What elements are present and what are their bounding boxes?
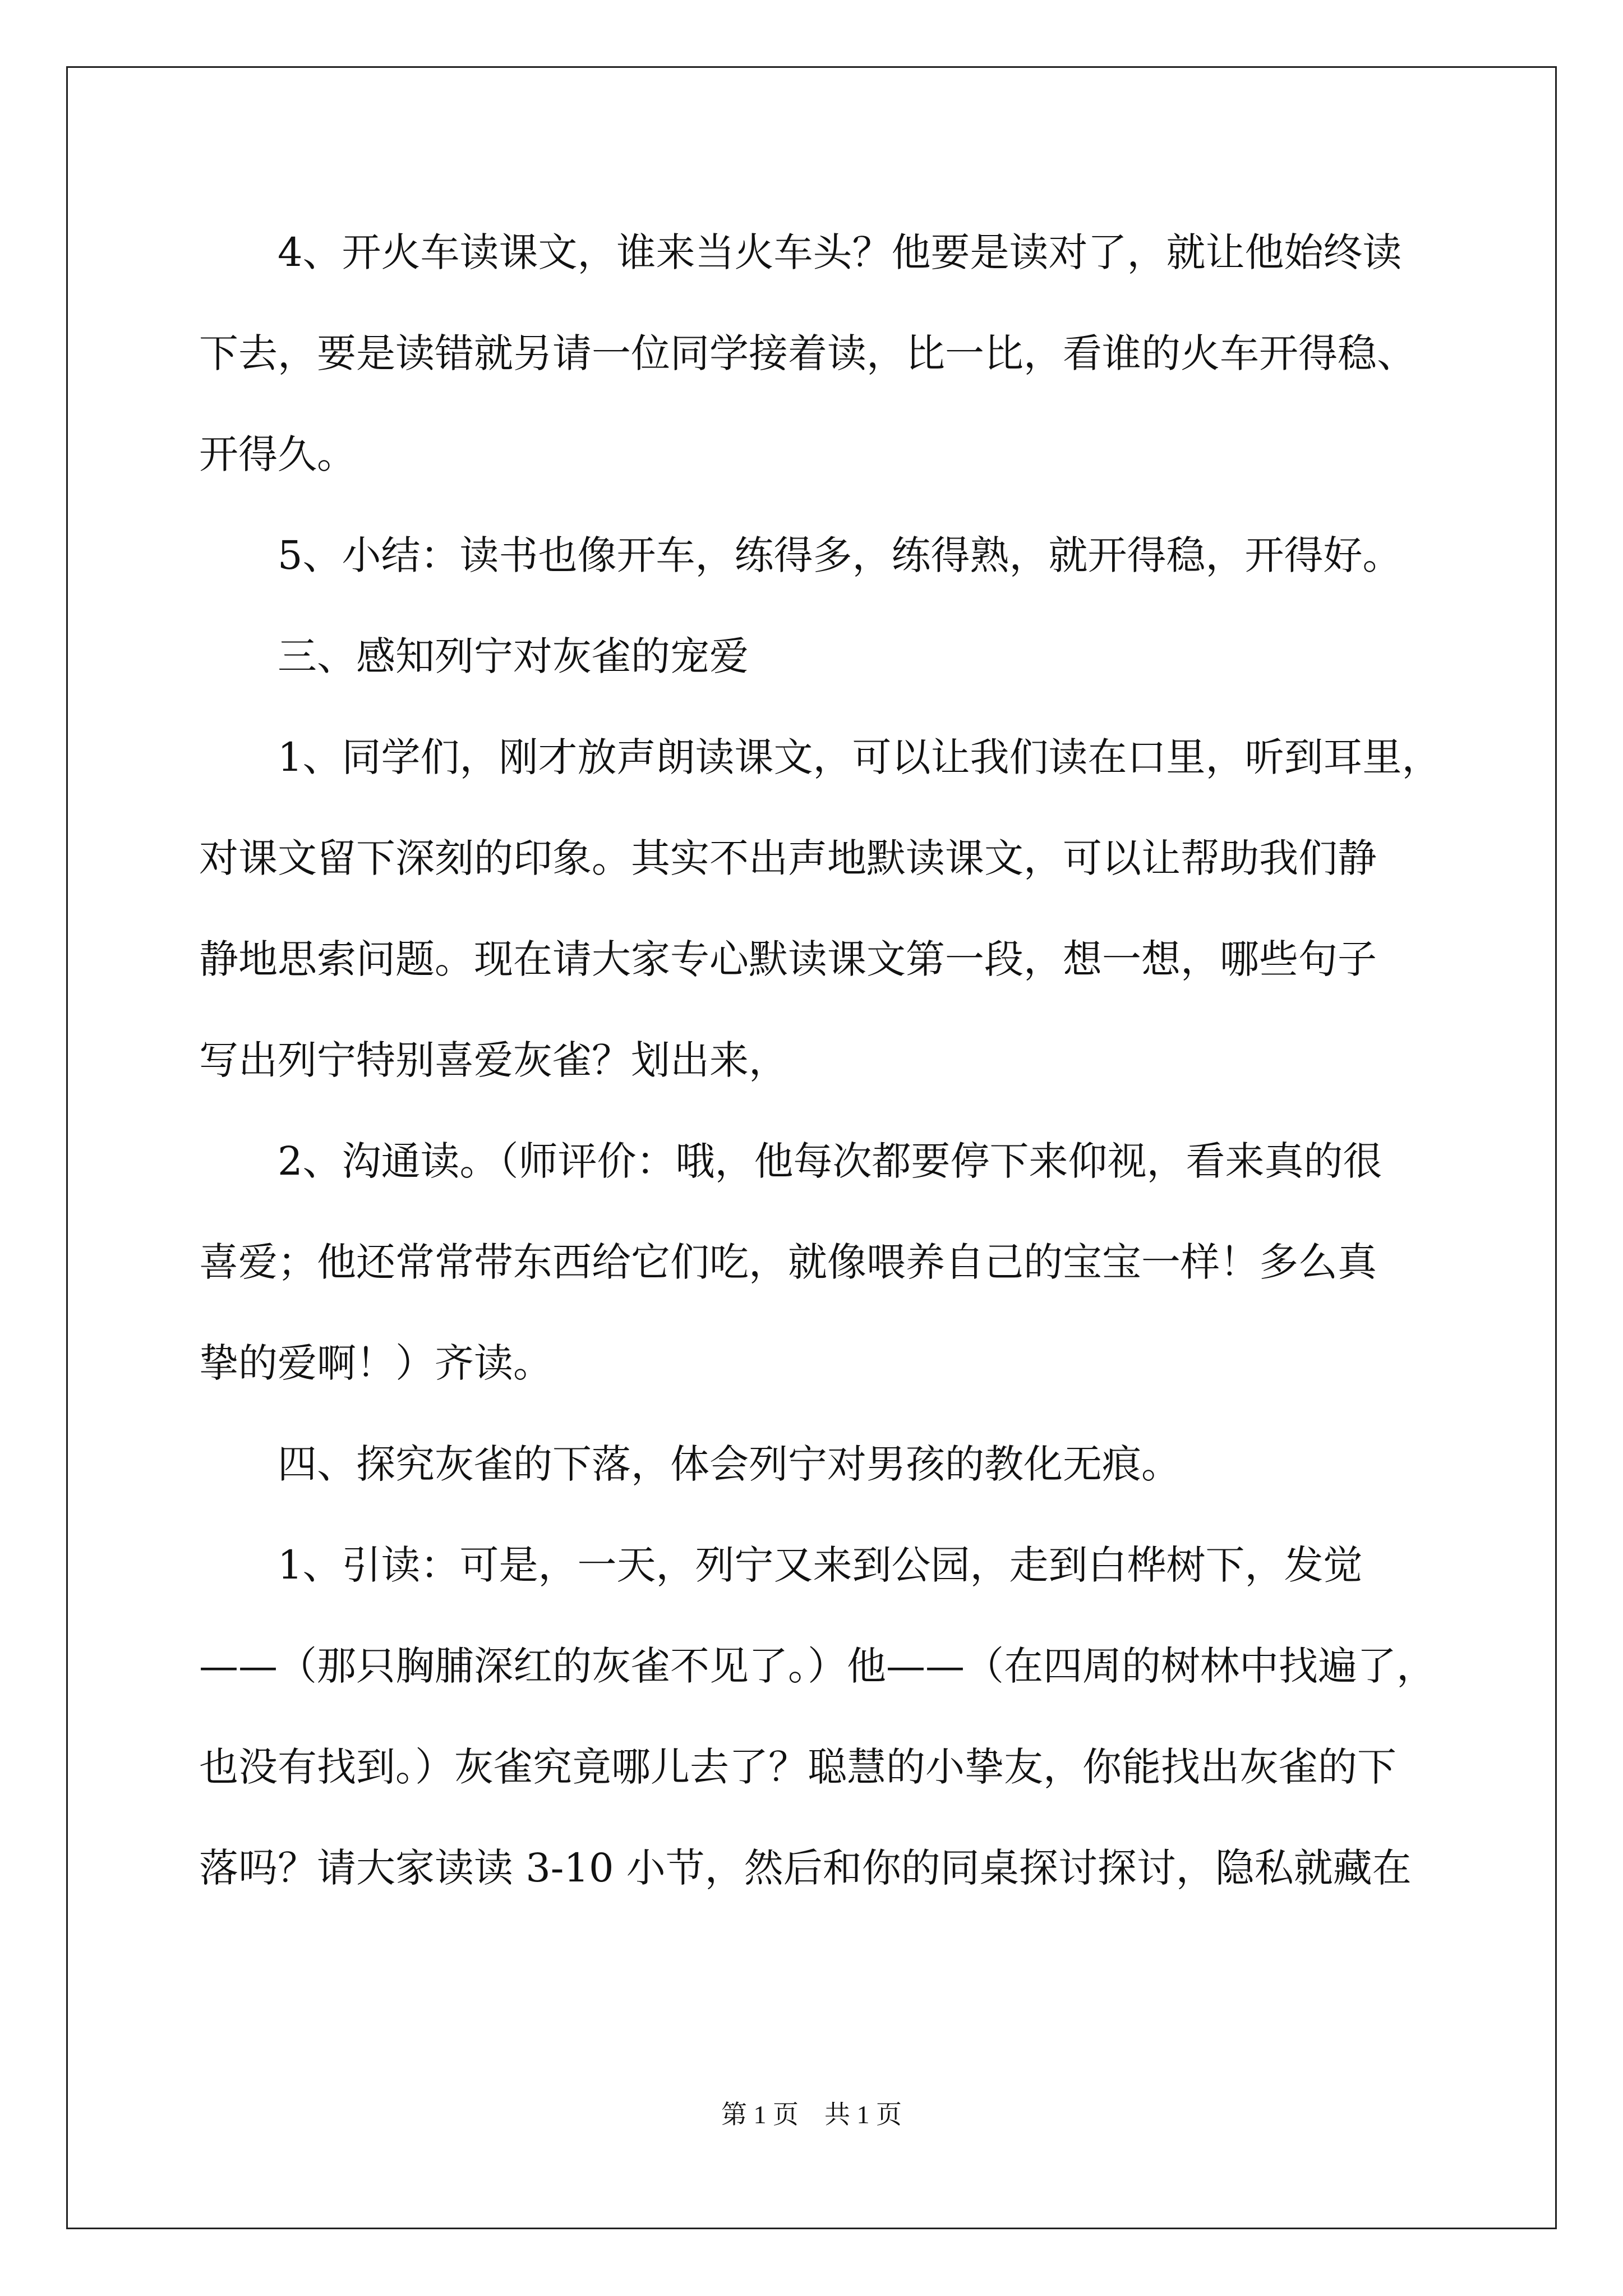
section-heading: 三、感知列宁对灰雀的宠爱 [278, 633, 749, 679]
paragraph-line: 4、开火车读课文，谁来当火车头？他要是读对了，就让他始终读 [278, 229, 1402, 275]
section-heading: 四、探究灰雀的下落，体会列宁对男孩的教化无痕。 [278, 1441, 1181, 1487]
paragraph-line: ——（那只胸脯深红的灰雀不见了。）他——（在四周的树林中找遍了， [199, 1643, 1436, 1689]
paragraph-line: 下去，要是读错就另请一位同学接着读，比一比，看谁的火车开得稳、 [199, 330, 1416, 376]
paragraph-line: 1、引读：可是，一天，列宁又来到公园，走到白桦树下，发觉 [278, 1542, 1363, 1588]
paragraph-line: 开得久。 [199, 431, 356, 477]
page-footer: 第 1 页 共 1 页 [721, 2100, 902, 2129]
paragraph-line: 1、同学们，刚才放声朗读课文，可以让我们读在口里，听到耳里， [278, 734, 1441, 780]
paragraph-line: 落吗？请大家读读 3-10 小节，然后和你的同桌探讨探讨，隐私就藏在 [199, 1845, 1412, 1891]
paragraph-line: 喜爱；他还常常带东西给它们吃，就像喂养自己的宝宝一样！多么真 [199, 1239, 1377, 1285]
paragraph-line: 挚的爱啊！）齐读。 [199, 1340, 552, 1386]
paragraph-line: 写出列宁特别喜爱灰雀？划出来， [199, 1037, 788, 1083]
paragraph-line: 也没有找到。）灰雀究竟哪儿去了？聪慧的小挚友，你能找出灰雀的下 [199, 1744, 1396, 1790]
paragraph-line: 5、小结：读书也像开车，练得多，练得熟，就开得稳，开得好。 [278, 532, 1402, 578]
paragraph-line: 对课文留下深刻的印象。其实不出声地默读课文，可以让帮助我们静 [199, 835, 1377, 881]
paragraph-line: 2、沟通读。（师评价：哦，他每次都要停下来仰视，看来真的很 [278, 1138, 1382, 1184]
paragraph-line: 静地思索问题。现在请大家专心默读课文第一段，想一想，哪些句子 [199, 936, 1377, 982]
